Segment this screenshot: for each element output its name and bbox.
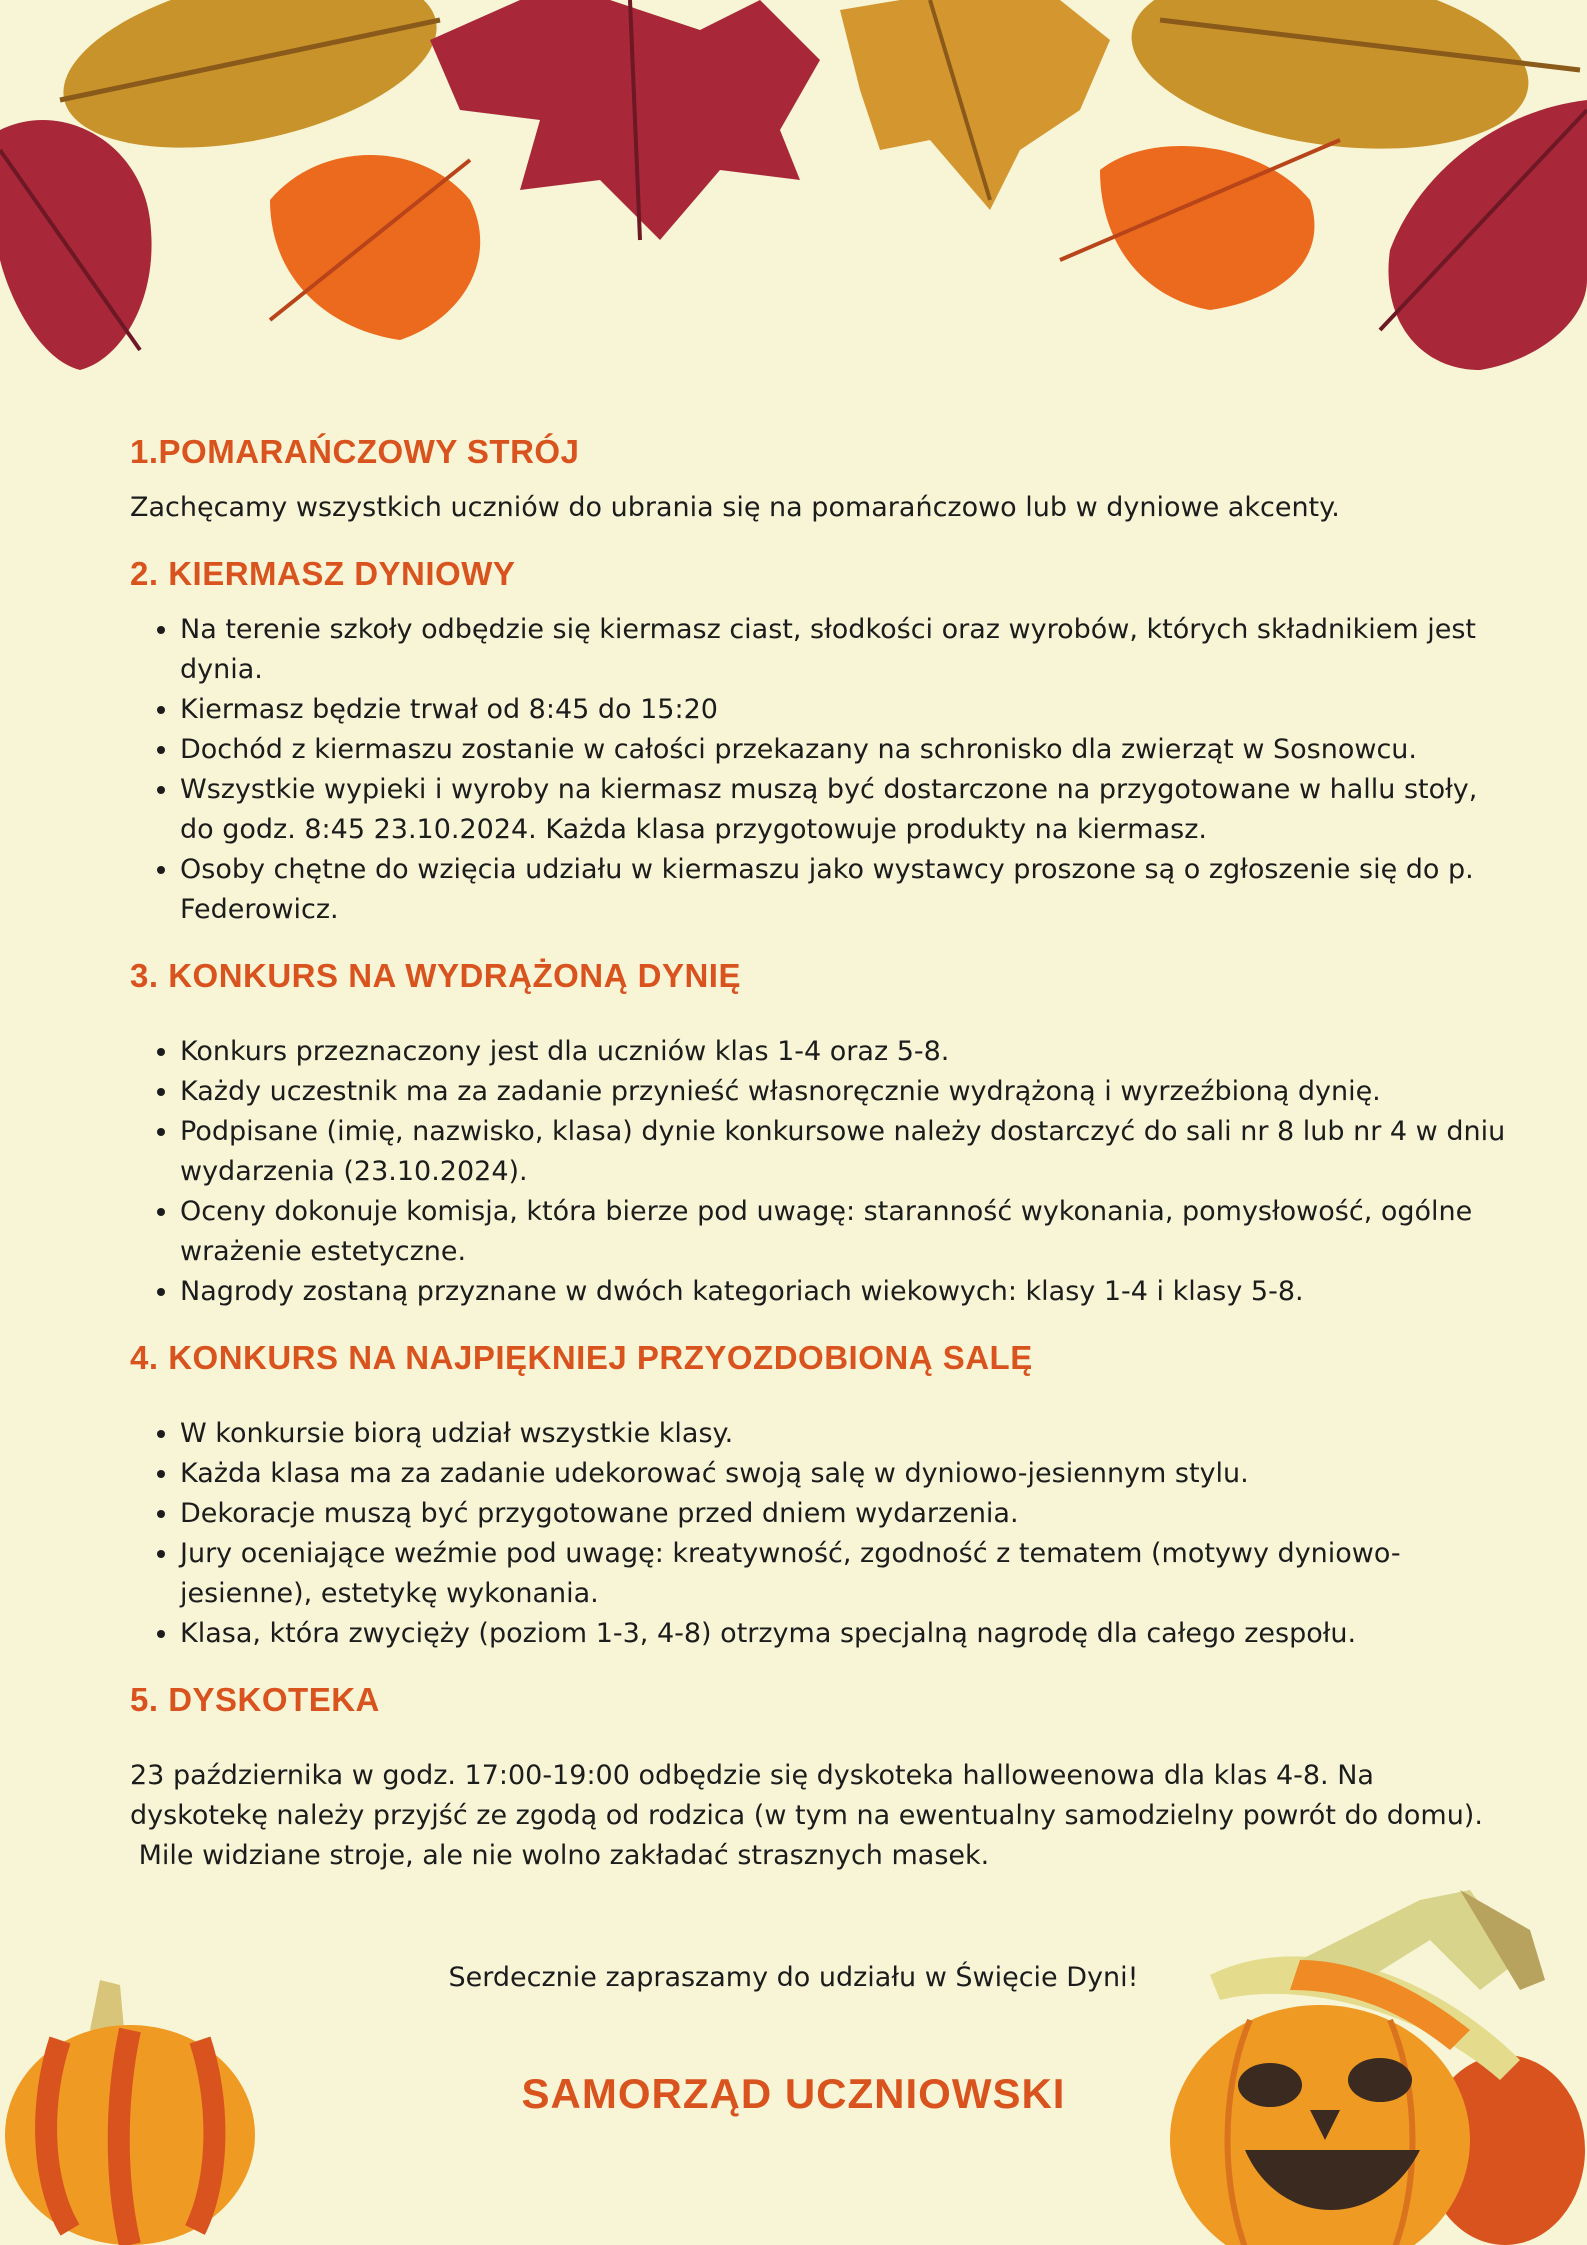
- section-carved-pumpkin-contest: [130, 954, 1510, 1312]
- list-item: • Każda klasa ma za zadanie udekorować swoją salę w dyniowo-jesiennym stylu.: [180, 1454, 1510, 1494]
- list-item: • W konkursie biorą udział wszystkie klasy.: [180, 1414, 1510, 1454]
- list-item: • Jury oceniające weźmie pod uwagę: kreatywność, zgodność z tematem (motywy dyniowo-jesienne), estetykę wykonania.: [180, 1534, 1510, 1614]
- section-paragraph: 23 października w godz. 17:00-19:00 odbędzie się dyskoteka halloweenowa dla klas 4-8. Na dyskotekę należy przyjść ze zgodą od rodzica (w tym na ewentualny samodzielny powrót do domu).: [130, 1760, 1483, 1831]
- list-item: • Podpisane (imię, nazwisko, klasa) dynie konkursowe należy dostarczyć do sali nr 8 lub nr 4 w dniu wydarzenia (23.10.2024).: [180, 1112, 1510, 1192]
- list-item: • Nagrody zostaną przyznane w dwóch kategoriach wiekowych: klasy 1-4 i klasy 5-8.: [180, 1272, 1510, 1312]
- section-paragraph: Zachęcamy wszystkich uczniów do ubrania się na pomarańczowo lub w dyniowe akcenty.: [130, 492, 1340, 523]
- list-item: • Kiermasz będzie trwał od 8:45 do 15:20: [180, 690, 1510, 730]
- list-item: • Na terenie szkoły odbędzie się kiermasz ciast, słodkości oraz wyrobów, których składnikiem jest dynia.: [180, 610, 1510, 690]
- list-item: • Każdy uczestnik ma za zadanie przynieść własnoręcznie wydrążoną i wyrzeźbioną dynię.: [180, 1072, 1510, 1112]
- section-heading: 4. KONKURS NA NAJPIĘKNIEJ PRZYOZDOBIONĄ SALĘ: [130, 1339, 1033, 1376]
- section-pumpkin-fair: [130, 552, 1510, 930]
- list-item: • Dekoracje muszą być przygotowane przed dniem wydarzenia.: [180, 1494, 1510, 1534]
- bullet-list: [130, 610, 1510, 930]
- event-program: [130, 430, 1510, 1876]
- list-item: • Dochód z kiermaszu zostanie w całości przekazany na schronisko dla zwierząt w Sosnowcu.: [180, 730, 1510, 770]
- section-orange-outfit: [130, 430, 1510, 528]
- section-disco: [130, 1678, 1510, 1876]
- section-classroom-decoration-contest: [130, 1336, 1510, 1654]
- section-heading: 1.POMARAŃCZOWY STRÓJ: [130, 433, 580, 470]
- section-heading: 2. KIERMASZ DYNIOWY: [130, 555, 516, 592]
- jack-o-lantern-witch-hat-illustration: [1170, 1890, 1585, 2245]
- signature: SAMORZĄD UCZNIOWSKI: [521, 2070, 1066, 2117]
- bullet-list: [130, 1414, 1510, 1654]
- section-paragraph: Mile widziane stroje, ale nie wolno zakładać strasznych masek.: [130, 1840, 990, 1871]
- list-item: • Wszystkie wypieki i wyroby na kiermasz muszą być dostarczone na przygotowane w hallu stoły, do godz. 8:45 23.10.2024. Każda klasa przygotowuje produkty na kiermasz.: [180, 770, 1510, 850]
- closing-invitation: Serdecznie zapraszamy do udziału w Święcie Dyni!: [448, 1962, 1139, 1993]
- list-item: • Konkurs przeznaczony jest dla uczniów klas 1-4 oraz 5-8.: [180, 1032, 1510, 1072]
- bullet-list: [130, 1032, 1510, 1312]
- list-item: • Oceny dokonuje komisja, która bierze pod uwagę: staranność wykonania, pomysłowość, ogólne wrażenie estetyczne.: [180, 1192, 1510, 1272]
- section-heading: 5. DYSKOTEKA: [130, 1681, 380, 1718]
- section-heading: 3. KONKURS NA WYDRĄŻONĄ DYNIĘ: [130, 957, 741, 994]
- list-item: • Osoby chętne do wzięcia udziału w kiermaszu jako wystawcy proszone są o zgłoszenie się do p. Federowicz.: [180, 850, 1510, 930]
- autumn-leaves-illustration: [0, 0, 1587, 370]
- list-item: • Klasa, która zwycięży (poziom 1-3, 4-8) otrzyma specjalną nagrodę dla całego zespołu.: [180, 1614, 1510, 1654]
